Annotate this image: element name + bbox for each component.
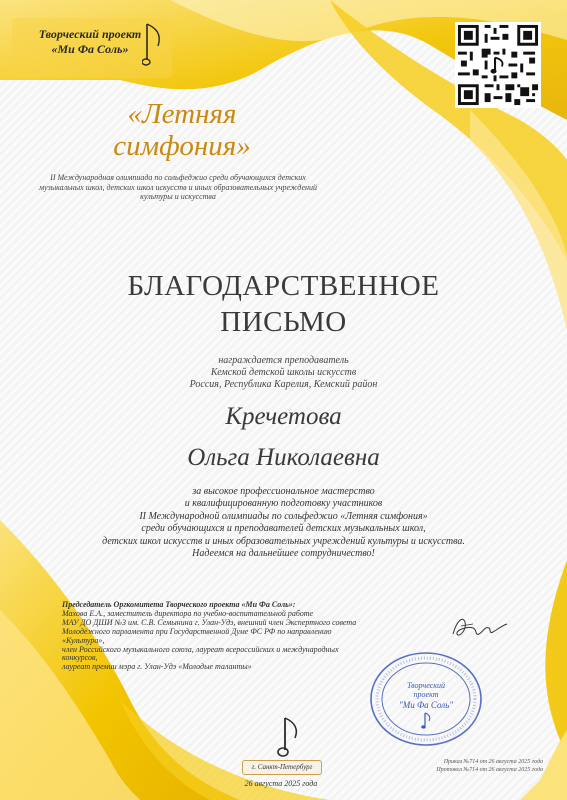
order-protocol [373,758,543,774]
brand-line1: Творческий проект [38,27,142,41]
awardee-location: Россия, Республика Карелия, Кемский район [189,379,378,390]
document-title [40,268,527,340]
organization-stamp [368,650,484,748]
issue-date: 26 августа 2025 года [244,779,318,788]
document-title-line1: БЛАГОДАРСТВЕННОЕ [127,270,440,302]
handwritten-signature [447,612,511,644]
chair-line: МАУ ДО ДШИ №3 им. С.В. Семынина г. Улан-Удэ, внешний член Экспертного совета [62,617,357,627]
chair-line: Молодёжного парламента при Государственной Думе ФС РФ по направлению «Культура», [62,626,332,645]
music-note-icon [142,20,164,72]
music-note-icon [276,714,304,760]
event-subtitle: II Международная олимпиада по сольфеджио среди обучающихся детских музыкальных школ, детских школ искусств и иных образовательных учреждений культуры и искусства [39,173,317,201]
reason-line: за высокое профессиональное мастерство [192,486,375,497]
reason-line: среди обучающихся и преподавателей детских музыкальных школ, [141,523,426,535]
event-title: «Летняя симфония» [113,98,251,162]
reason-line: и квалифицированную подготовку участников [184,498,383,510]
stamp-line2: проект [413,690,439,699]
stamp-line3: "Ми Фа Соль" [398,700,454,710]
chair-line: Махова Е.А., заместитель директора по учебно-воспитательной работе [62,608,314,618]
awardee-intro: награждается преподаватель [218,355,349,366]
reason-line: Надеемся на дальнейшее сотрудничество! [192,548,375,560]
brand-logo [20,27,160,57]
awardee-surname: Кречетова [225,403,342,430]
chair-title: Председатель Оргкомитета Творческого проекта «Ми Фа Соль»: [62,600,296,609]
document-title-line2: ПИСЬМО [220,306,347,338]
awardee-given-names: Ольга Николаевна [187,444,380,471]
reason-line: II Международной олимпиады по сольфеджио «Летняя симфония» [139,510,428,522]
order-number: Приказ №714 от 26 августа 2025 года [443,759,543,765]
stamp-line1: Творческий [407,681,445,690]
protocol-number: Протокол №714 от 26 августа 2025 года [436,767,543,773]
chair-line: член Российского музыкального союза, лауреат всероссийских и международных конкурсов, [62,644,339,663]
city-label: г. Санкт-Петербург [242,760,322,775]
music-note-icon [421,713,429,729]
reason-line: детских школ искусств и иных образовательных учреждений культуры и искусства. [102,535,465,547]
qr-code-icon [455,22,541,108]
awardee-school: Кемской детской школы искусств [210,367,357,378]
award-reason [40,486,527,560]
awardee-details [40,355,527,391]
chair-signature-block [62,601,372,672]
chair-line: лауреат премии мэра г. Улан-Удэ «Молодые таланты» [62,662,252,672]
brand-line2: «Ми Фа Соль» [51,42,129,56]
